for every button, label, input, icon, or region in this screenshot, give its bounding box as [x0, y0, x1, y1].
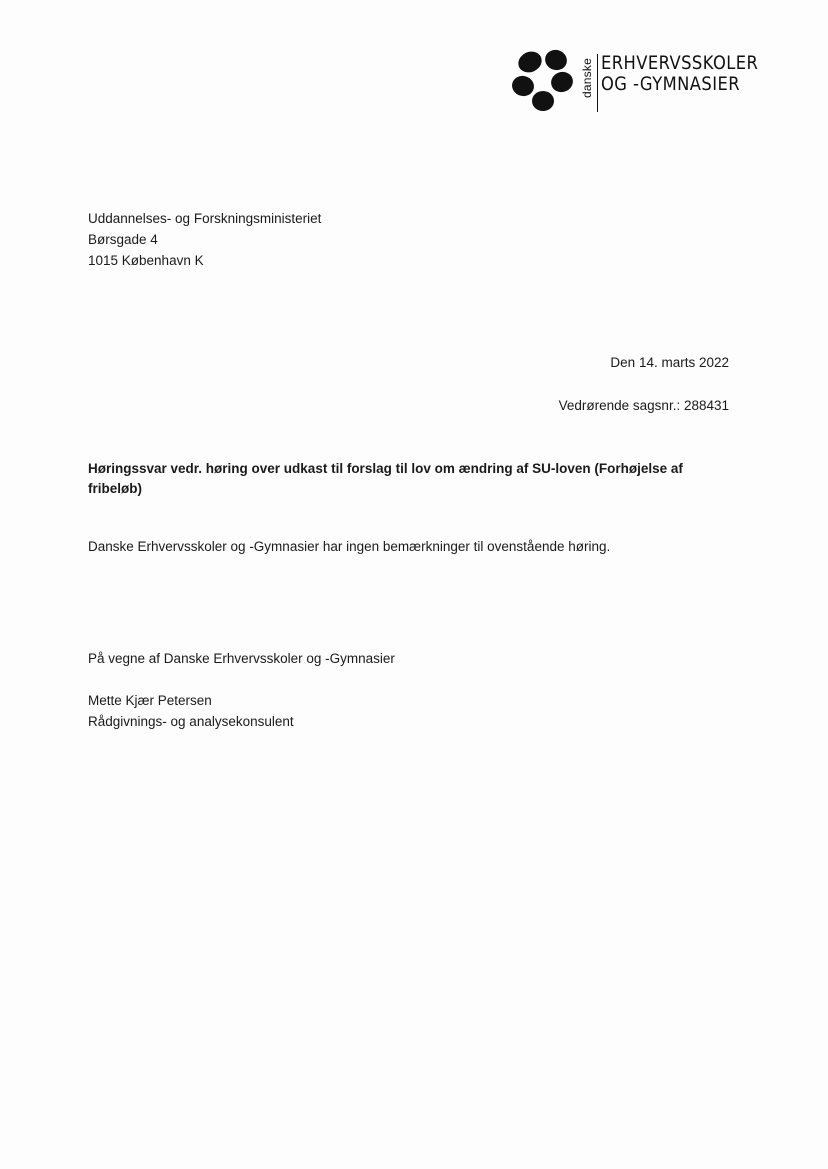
letter-closing: På vegne af Danske Erhvervsskoler og -Gymnasier [88, 651, 395, 666]
recipient-name: Uddannelses- og Forskningsministeriet [88, 211, 322, 226]
letter-subject: Høringssvar vedr. høring over udkast til forslag til lov om ændring af SU-loven (Forhøjelse af fribeløb) [88, 461, 683, 496]
recipient-city: 1015 København K [88, 253, 204, 268]
letter-body: Danske Erhvervsskoler og -Gymnasier har ingen bemærkninger til ovenstående høring. [88, 539, 611, 554]
logo-danske-wordmark: danske [580, 58, 594, 98]
logo-line-1: ERHVERVSSKOLER [601, 52, 759, 74]
case-number: Vedrørende sagsnr.: 288431 [558, 398, 729, 413]
signer-title: Rådgivnings- og analysekonsulent [88, 714, 294, 729]
logo-divider [597, 54, 598, 112]
logo-line-2: OG -GYMNASIER [601, 73, 741, 95]
logo-wordmark [601, 53, 758, 95]
recipient-street: Børsgade 4 [88, 232, 158, 247]
flower-logo-icon [512, 46, 574, 112]
recipient-address [88, 208, 321, 271]
signer-name: Mette Kjær Petersen [88, 693, 212, 708]
organization-logo [512, 46, 759, 116]
signature-block [88, 690, 294, 732]
letter-date: Den 14. marts 2022 [610, 355, 729, 370]
